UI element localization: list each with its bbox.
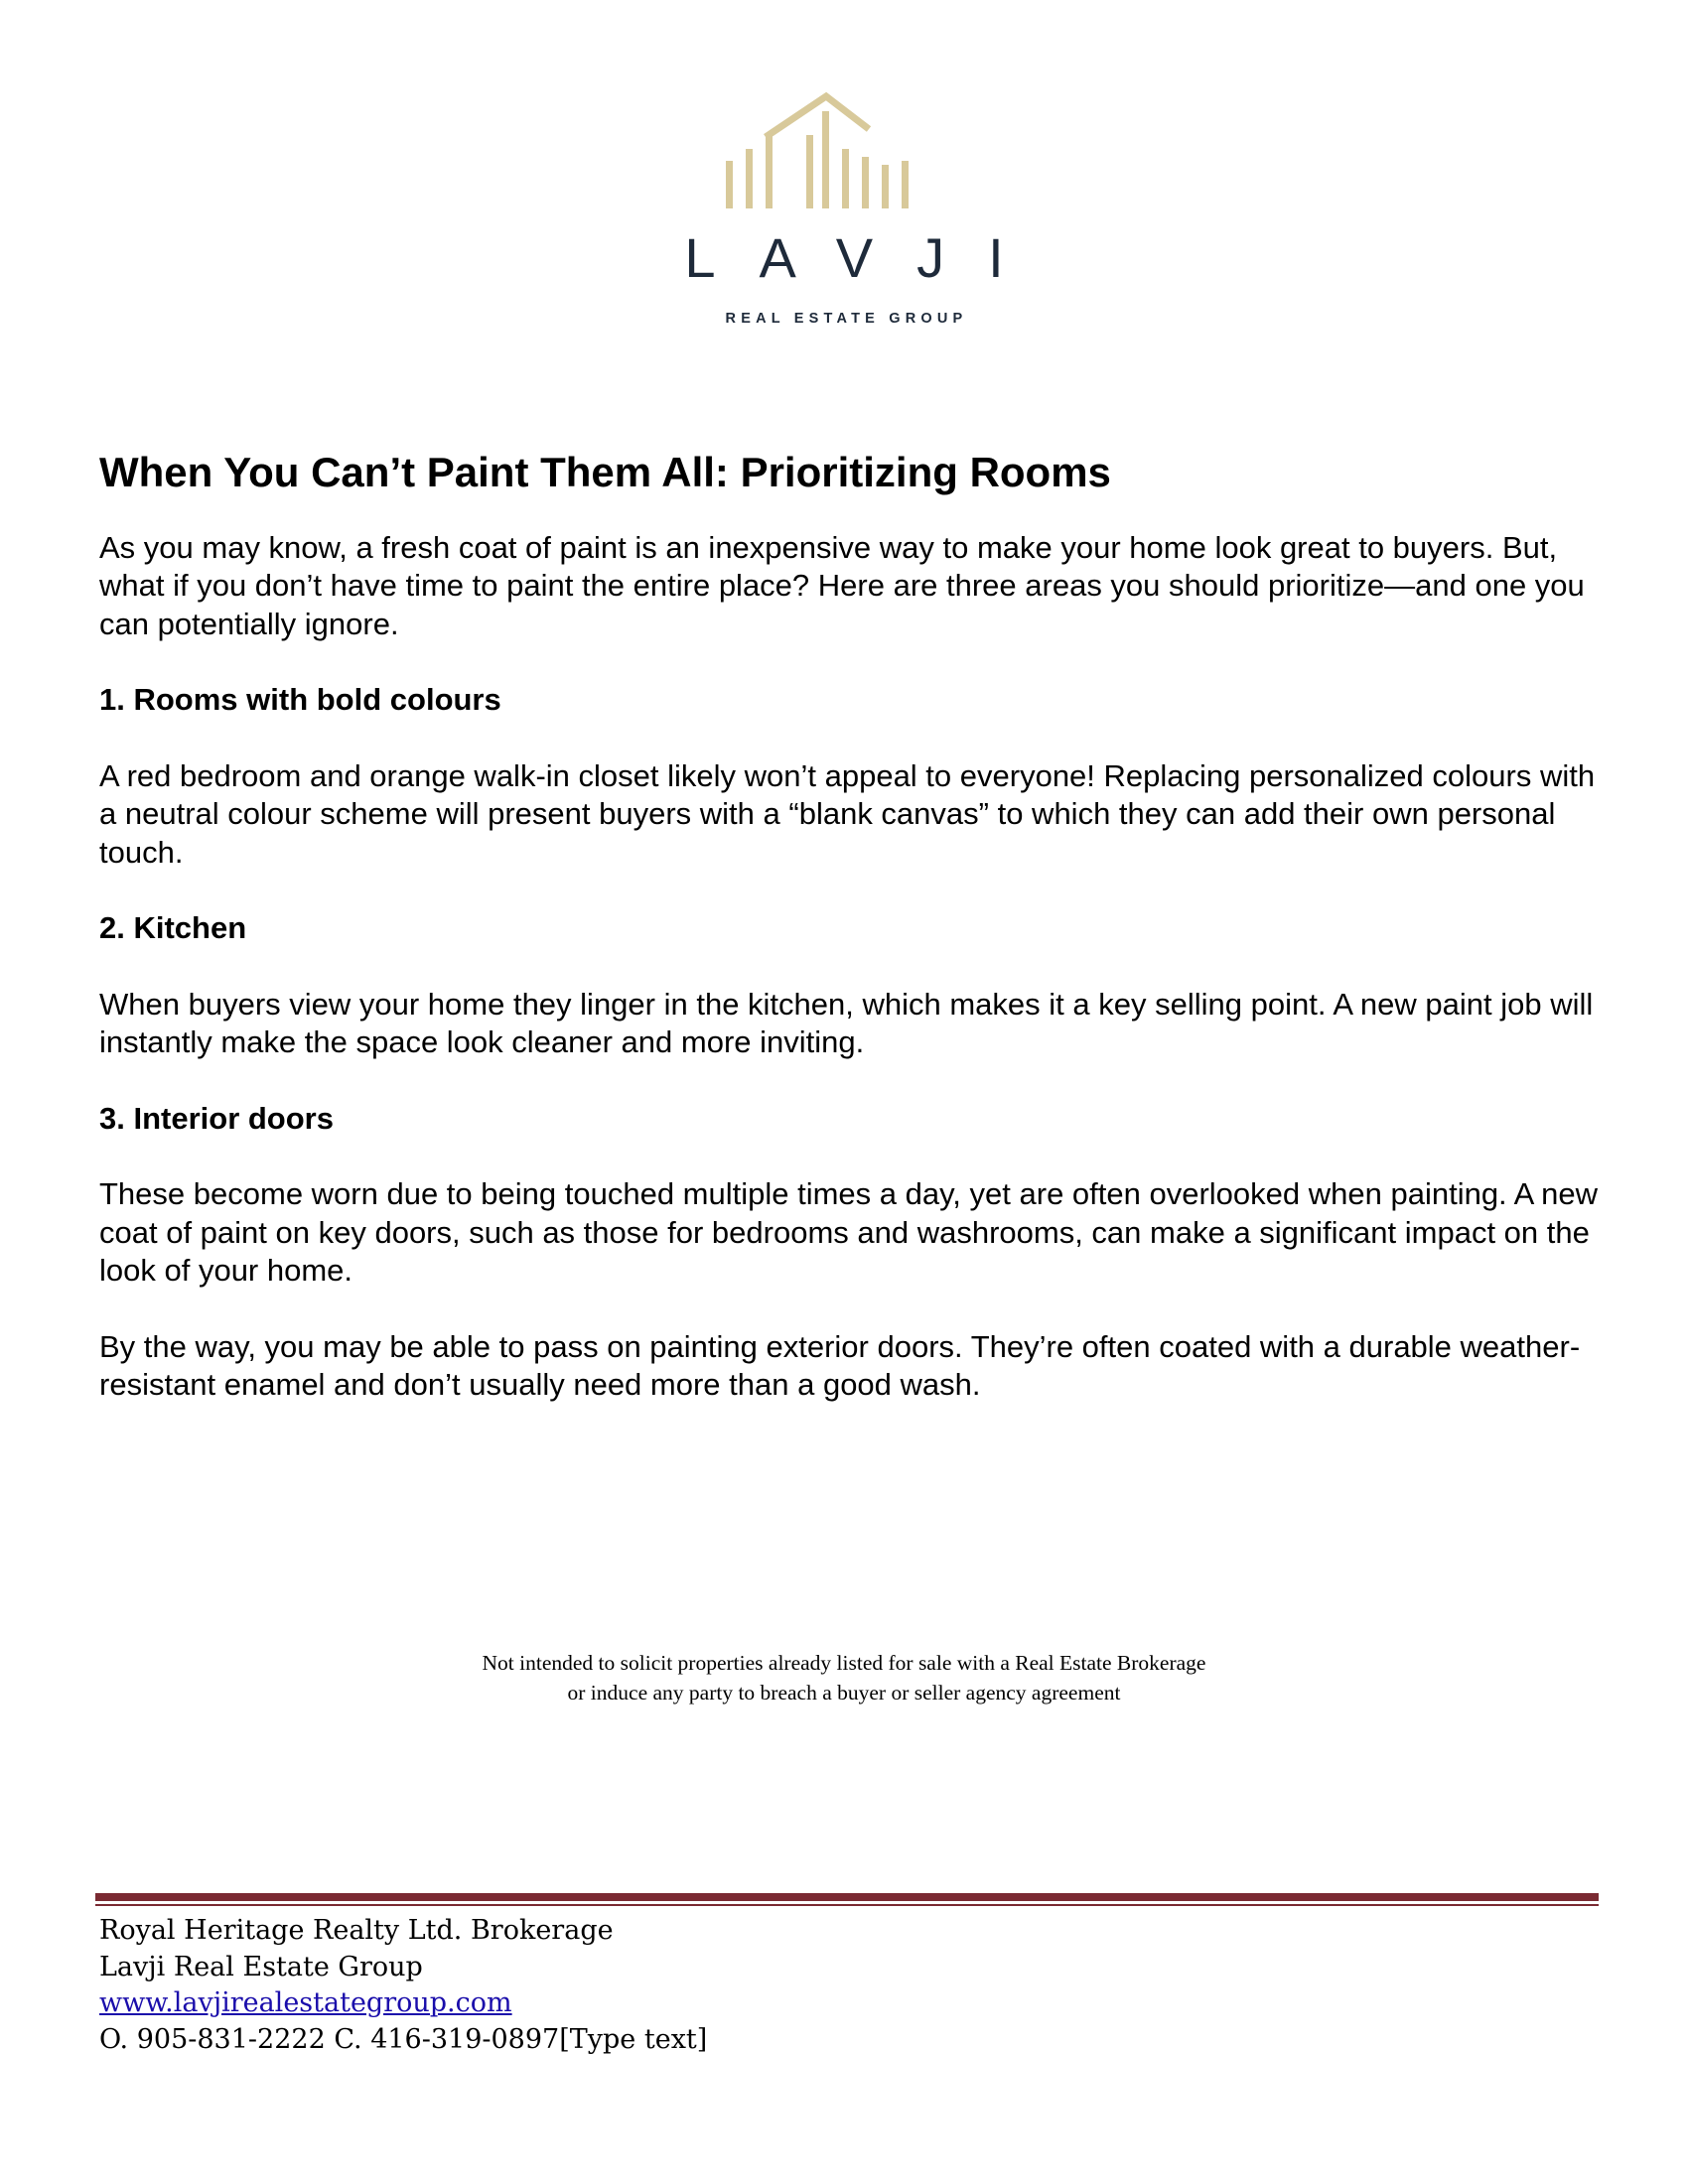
footer-divider-thin — [95, 1904, 1599, 1906]
legal-disclaimer — [0, 1648, 1688, 1707]
footer-phones: O. 905-831-2222 C. 416-319-0897[Type text] — [99, 2023, 708, 2055]
section-body: These become worn due to being touched multiple times a day, yet are often overlooked when painting. A new coat of paint on key doors, such as those for bedrooms and washrooms, can make a significant impact on the look of your home. — [99, 1176, 1599, 1288]
website-link[interactable]: www.lavjirealestategroup.com — [99, 1987, 512, 2018]
logo-tagline: REAL ESTATE GROUP — [725, 311, 968, 327]
footer-divider — [95, 1893, 1599, 1901]
footer — [99, 1913, 707, 2058]
section-body: A red bedroom and orange walk-in closet likely won’t appeal to everyone! Replacing personalized colours with a neutral colour scheme will present buyers with a “blank canvas” to which they can add their own personal touch. — [99, 757, 1596, 870]
article-intro: As you may know, a fresh coat of paint is an inexpensive way to make your home look great to buyers. But, what if you don’t have time to paint the entire place? Here are three areas you should prioritize—and one you can potentially ignore. — [99, 529, 1585, 641]
logo-wordmark: LAVJI — [684, 226, 1048, 289]
article-title: When You Can’t Paint Them All: Prioritizing Rooms — [99, 449, 1111, 495]
disclaimer-line: or induce any party to breach a buyer or seller agency agreement — [567, 1681, 1121, 1705]
building-logo-icon — [635, 91, 1053, 230]
article — [99, 447, 1609, 1442]
section-heading: 1. Rooms with bold colours — [99, 682, 501, 717]
section-heading: 3. Interior doors — [99, 1100, 334, 1136]
company-logo — [635, 91, 1053, 340]
section-heading: 2. Kitchen — [99, 910, 247, 945]
footer-brokerage: Royal Heritage Realty Ltd. Brokerage — [99, 1915, 614, 1946]
article-closing: By the way, you may be able to pass on painting exterior doors. They’re often coated with a durable weather-resistant enamel and don’t usually need more than a good wash. — [99, 1328, 1581, 1402]
section-body: When buyers view your home they linger in the kitchen, which makes it a key selling point. A new paint job will instantly make the space look cleaner and more inviting. — [99, 986, 1594, 1059]
footer-group: Lavji Real Estate Group — [99, 1951, 423, 1982]
disclaimer-line: Not intended to solicit properties already listed for sale with a Real Estate Brokerage — [482, 1651, 1206, 1675]
